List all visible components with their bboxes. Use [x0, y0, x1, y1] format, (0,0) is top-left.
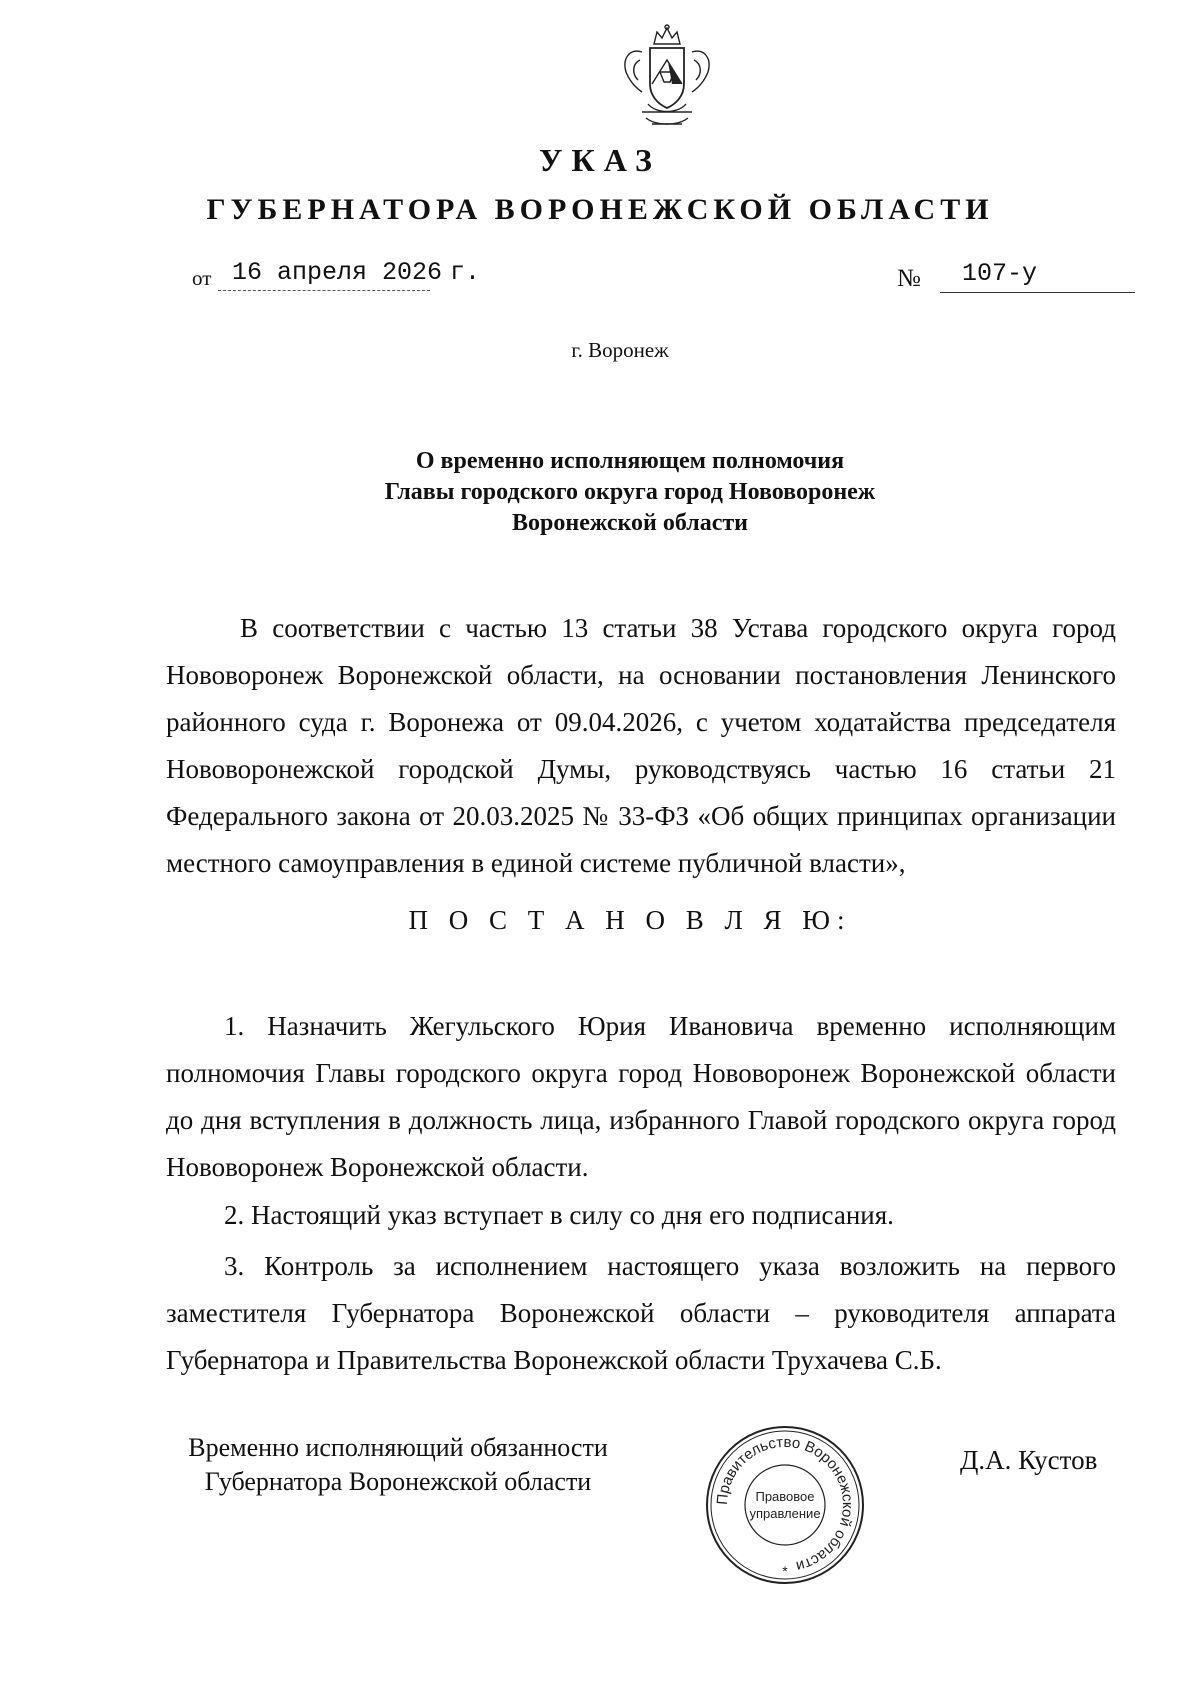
year-suffix: г.: [450, 258, 481, 287]
number-label: №: [897, 265, 921, 292]
heading-line: Главы городского округа город Нововоронеж: [384, 479, 876, 505]
stamp-center-line: управление: [749, 1506, 821, 1521]
clause-paragraph-2: 2. Настоящий указ вступает в силу со дня его подписания.: [224, 1200, 894, 1230]
signatory-position-line: Временно исполняющий обязанности: [188, 1433, 608, 1462]
city-label: г. Воронеж: [571, 338, 669, 362]
signatory-name: Д.А. Кустов: [960, 1445, 1098, 1475]
stamp-ring-text: Правительство Воронежской области: [713, 1433, 857, 1575]
clause-paragraph-1: 1. Назначить Жегульского Юрия Ивановича временно исполняющим полномочия Главы городского округа город Нововоронеж Воронежской области до дня вступления в должность лица, избранного Главой городского округа город Нововоронеж Воронежской области.: [166, 1011, 1116, 1182]
document-type-title: УКАЗ: [539, 142, 661, 178]
date-number-row: [192, 255, 1142, 295]
svg-text:Правительство Воронежской обла: [714, 1434, 856, 1575]
heading-line: Воронежской области: [512, 510, 748, 536]
preamble-paragraph: В соответствии с частью 13 статьи 38 Устава городского округа город Нововоронеж Воронежской области, на основании постановления Ленинского районного суда г. Воронежа от 09.04.2026, с учетом ходатайства председателя Нововоронежской городской Думы, руководствуясь частью 16 статьи 21 Федерального закона от 20.03.2025 № 33-ФЗ «Об общих принципах организации местного самоуправления в единой системе публичной власти»,: [166, 613, 1116, 878]
voronezh-coat-of-arms-icon: [612, 22, 722, 132]
decree-date: 16 апреля 2026: [232, 258, 443, 287]
decree-heading: [0, 446, 1200, 539]
signatory-position: [163, 1431, 633, 1499]
decree-number: 107-у: [962, 259, 1038, 288]
heading-line: О временно исполняющем полномочия: [415, 448, 845, 474]
stamp-star: *: [782, 1563, 788, 1579]
stamp-center-line: Правовое: [755, 1489, 815, 1504]
issuer-title: ГУБЕРНАТОРА ВОРОНЕЖСКОЙ ОБЛАСТИ: [206, 193, 994, 226]
clause-paragraph-3: 3. Контроль за исполнением настоящего указа возложить на первого заместителя Губернатора Воронежской области – руководителя аппарата Губернатора и Правительства Воронежской области Трухачева С.Б.: [166, 1251, 1116, 1375]
official-stamp: [700, 1420, 870, 1590]
date-prefix-label: от: [192, 266, 212, 290]
decree-word: П О С Т А Н О В Л Я Ю:: [408, 905, 852, 935]
signatory-position-line: Губернатора Воронежской области: [204, 1467, 592, 1496]
